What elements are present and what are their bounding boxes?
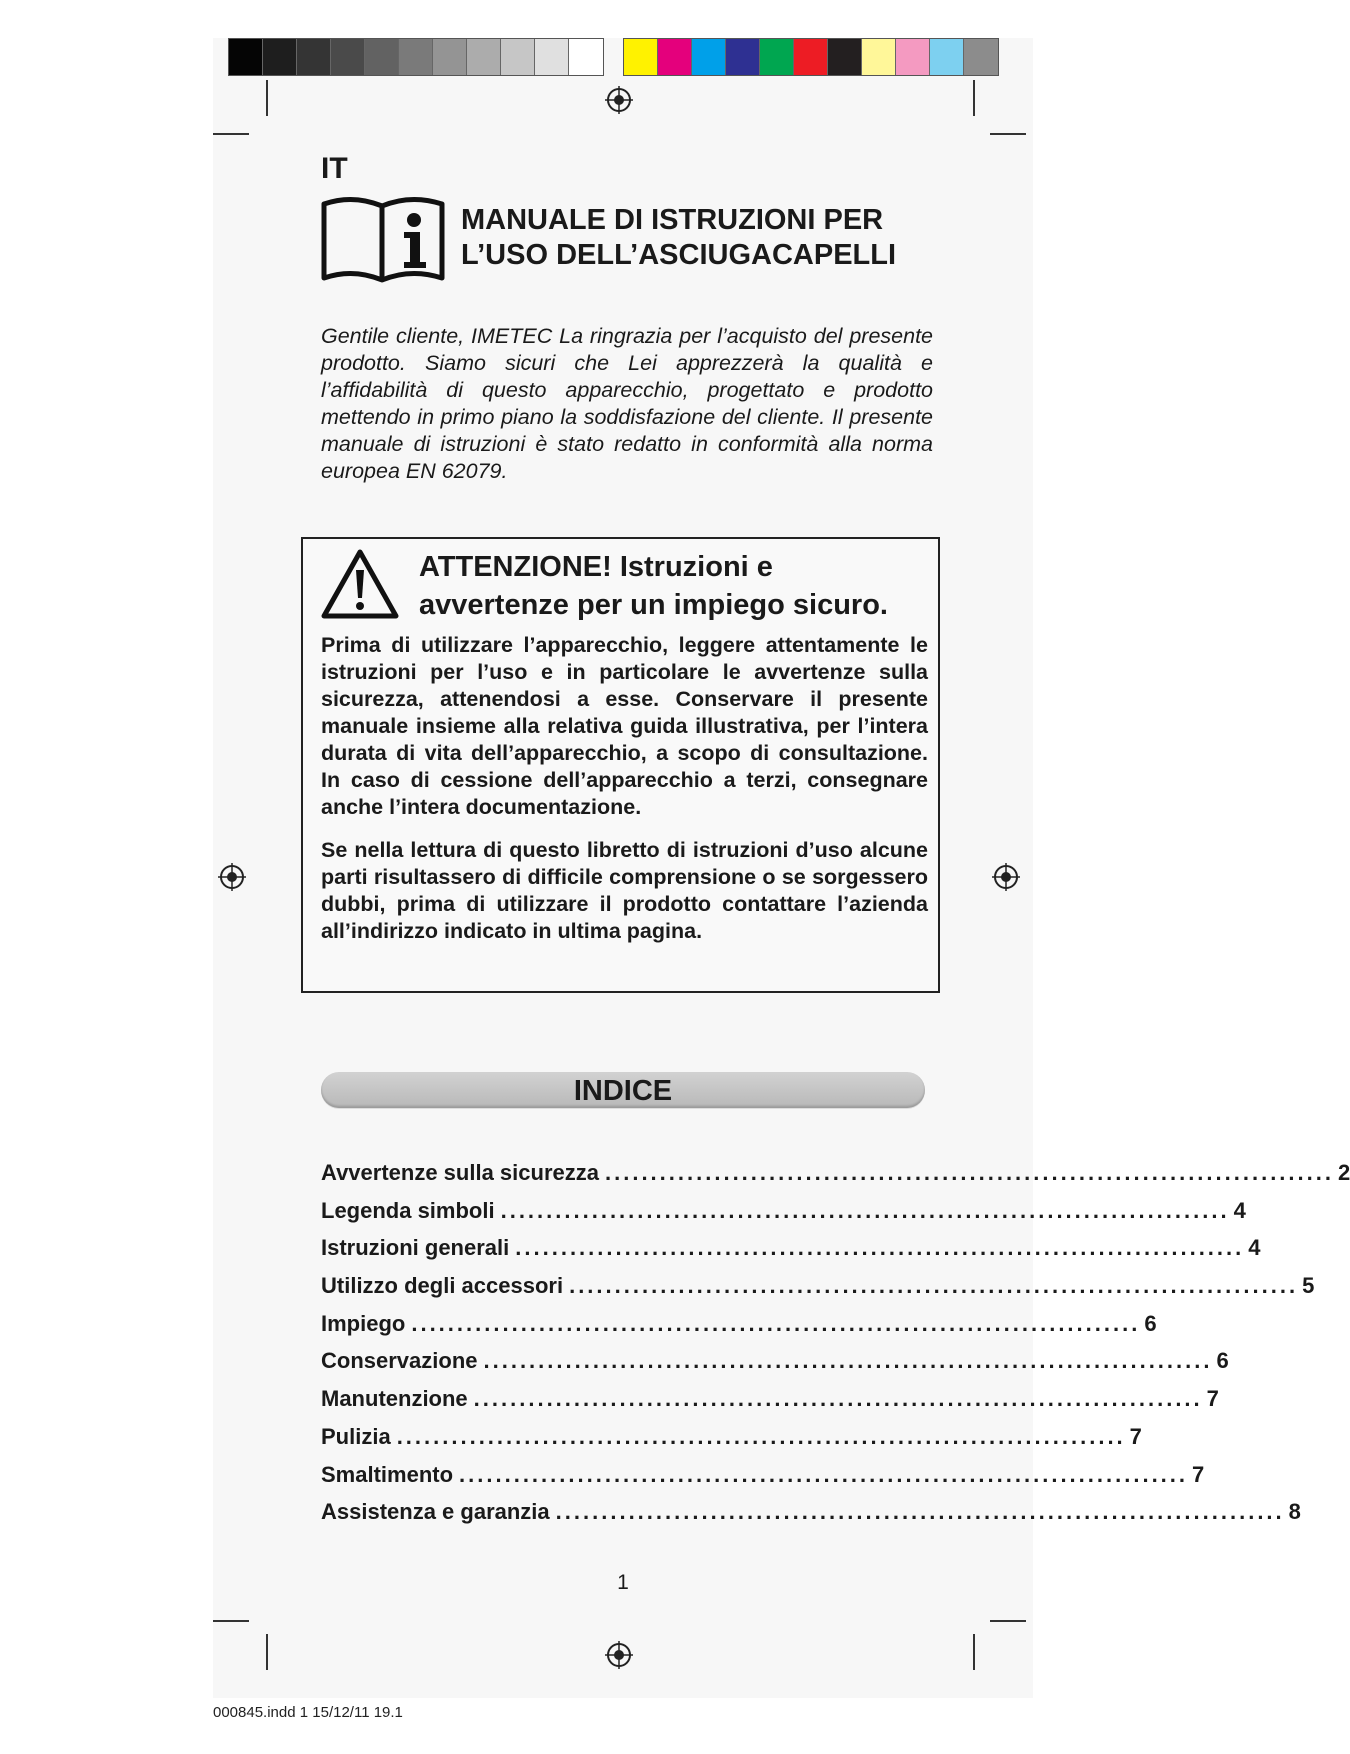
index-heading: INDICE bbox=[573, 1075, 673, 1107]
color-swatch bbox=[896, 39, 930, 75]
color-swatch bbox=[930, 39, 964, 75]
toc-leader-dots: ................................................................................ bbox=[396, 1423, 1126, 1449]
crop-mark bbox=[266, 80, 268, 116]
toc-entry-label: Legenda simboli bbox=[321, 1197, 495, 1223]
table-of-contents bbox=[321, 1160, 1350, 1537]
warning-title bbox=[419, 548, 888, 624]
print-slug: 000845.indd 1 15/12/11 19.1 bbox=[213, 1704, 403, 1721]
toc-leader-dots: ................................................................................ bbox=[411, 1310, 1141, 1336]
toc-entry bbox=[321, 1197, 1246, 1236]
warning-triangle-icon bbox=[320, 548, 400, 620]
warning-title-line: avvertenze per un impiego sicuro. bbox=[419, 589, 888, 621]
toc-entry-page: 2 bbox=[1337, 1160, 1350, 1185]
toc-entry-page: 4 bbox=[1233, 1197, 1246, 1223]
color-swatch bbox=[624, 39, 658, 75]
toc-entry bbox=[321, 1423, 1142, 1462]
crop-mark bbox=[213, 1620, 249, 1622]
color-calibration-bar bbox=[623, 38, 999, 76]
toc-entry-label: Avvertenze sulla sicurezza bbox=[321, 1160, 599, 1185]
toc-entry-page: 6 bbox=[1216, 1348, 1229, 1374]
toc-entry-page: 7 bbox=[1206, 1386, 1219, 1412]
toc-entry bbox=[321, 1160, 1350, 1198]
gray-swatch bbox=[263, 39, 297, 75]
color-swatch bbox=[964, 39, 998, 75]
gray-swatch bbox=[569, 39, 603, 75]
toc-leader-dots: ................................................................................ bbox=[473, 1386, 1203, 1412]
registration-mark-icon bbox=[604, 85, 634, 115]
gray-swatch bbox=[501, 39, 535, 75]
gray-swatch bbox=[331, 39, 365, 75]
title-line: MANUALE DI ISTRUZIONI PER bbox=[461, 204, 884, 236]
crop-mark bbox=[973, 1634, 975, 1670]
toc-entry-page: 5 bbox=[1302, 1273, 1315, 1299]
color-swatch bbox=[794, 39, 828, 75]
toc-entry-page: 7 bbox=[1129, 1423, 1142, 1449]
grayscale-calibration-bar bbox=[228, 38, 604, 76]
toc-entry-label: Impiego bbox=[321, 1310, 406, 1336]
toc-entry-label: Conservazione bbox=[321, 1348, 478, 1374]
warning-paragraph: Prima di utilizzare l’apparecchio, leggere attentamente le istruzioni per l’uso e in particolare le avvertenze sulla sicurezza, attenendosi a esse. Conservare il presente manuale insieme alla relativa guida illustrativa, per l’intera durata di vita dell’apparecchio, a scopo di consultazione. In caso di cessione dell’apparecchio a terzi, consegnare anche l’intera documentazione. bbox=[321, 633, 928, 819]
crop-mark bbox=[213, 133, 249, 135]
gray-swatch bbox=[467, 39, 501, 75]
crop-mark bbox=[973, 80, 975, 116]
toc-entry-page: 8 bbox=[1288, 1499, 1301, 1525]
color-swatch bbox=[658, 39, 692, 75]
warning-title-line: ATTENZIONE! Istruzioni e bbox=[419, 551, 773, 583]
toc-entry-label: Smaltimento bbox=[321, 1461, 454, 1487]
crop-mark bbox=[266, 1634, 268, 1670]
toc-entry bbox=[321, 1273, 1315, 1311]
document-title bbox=[461, 203, 896, 273]
toc-entry bbox=[321, 1235, 1261, 1273]
toc-entry-label: Istruzioni generali bbox=[321, 1235, 510, 1261]
language-code: IT bbox=[321, 152, 348, 185]
registration-mark-icon bbox=[217, 862, 247, 892]
toc-entry-label: Assistenza e garanzia bbox=[321, 1499, 550, 1525]
color-swatch bbox=[862, 39, 896, 75]
toc-leader-dots: ................................................................................ bbox=[555, 1499, 1285, 1525]
crop-mark bbox=[990, 1620, 1026, 1622]
toc-entry bbox=[321, 1461, 1205, 1500]
registration-mark-icon bbox=[991, 862, 1021, 892]
toc-entry-page: 6 bbox=[1144, 1310, 1157, 1336]
toc-entry bbox=[321, 1310, 1157, 1349]
toc-entry-page: 4 bbox=[1248, 1235, 1261, 1261]
info-manual-icon bbox=[320, 196, 446, 284]
toc-entry bbox=[321, 1499, 1301, 1537]
toc-entry bbox=[321, 1348, 1229, 1386]
gray-swatch bbox=[297, 39, 331, 75]
toc-entry-page: 7 bbox=[1192, 1461, 1205, 1487]
color-swatch bbox=[828, 39, 862, 75]
color-swatch bbox=[692, 39, 726, 75]
gray-swatch bbox=[399, 39, 433, 75]
color-swatch bbox=[726, 39, 760, 75]
toc-leader-dots: ................................................................................ bbox=[515, 1235, 1245, 1261]
toc-entry-label: Pulizia bbox=[321, 1423, 391, 1449]
registration-mark-icon bbox=[604, 1640, 634, 1670]
toc-leader-dots: ................................................................................ bbox=[483, 1348, 1213, 1374]
color-swatch bbox=[760, 39, 794, 75]
toc-entry-label: Manutenzione bbox=[321, 1386, 468, 1412]
title-line: L’USO DELL’ASCIUGACAPELLI bbox=[461, 239, 897, 271]
warning-paragraph: Se nella lettura di questo libretto di istruzioni d’uso alcune parti risultassero di difficile comprensione o se sorgessero dubbi, prima di utilizzare il prodotto contattare l’azienda all’indirizzo indicato in ultima pagina. bbox=[321, 838, 928, 943]
page-number: 1 bbox=[617, 1571, 629, 1594]
toc-leader-dots: ................................................................................ bbox=[569, 1273, 1299, 1299]
gray-swatch bbox=[229, 39, 263, 75]
toc-leader-dots: ................................................................................ bbox=[500, 1197, 1230, 1223]
gray-swatch bbox=[433, 39, 467, 75]
gray-swatch bbox=[535, 39, 569, 75]
toc-leader-dots: ................................................................................ bbox=[605, 1160, 1334, 1185]
crop-mark bbox=[990, 133, 1026, 135]
toc-entry-label: Utilizzo degli accessori bbox=[321, 1273, 564, 1299]
intro-paragraph: Gentile cliente, IMETEC La ringrazia per l’acquisto del presente prodotto. Siamo sicuri che Lei apprezzerà la qualità e l’affidabilità di questo apparecchio, progettato e prodotto mettendo in primo piano la soddisfazione del cliente. Il presente manuale di istruzioni è stato redatto in conformità alla norma europea EN 62079. bbox=[321, 324, 933, 483]
toc-leader-dots: ................................................................................ bbox=[459, 1461, 1189, 1487]
gray-swatch bbox=[365, 39, 399, 75]
toc-entry bbox=[321, 1386, 1219, 1424]
